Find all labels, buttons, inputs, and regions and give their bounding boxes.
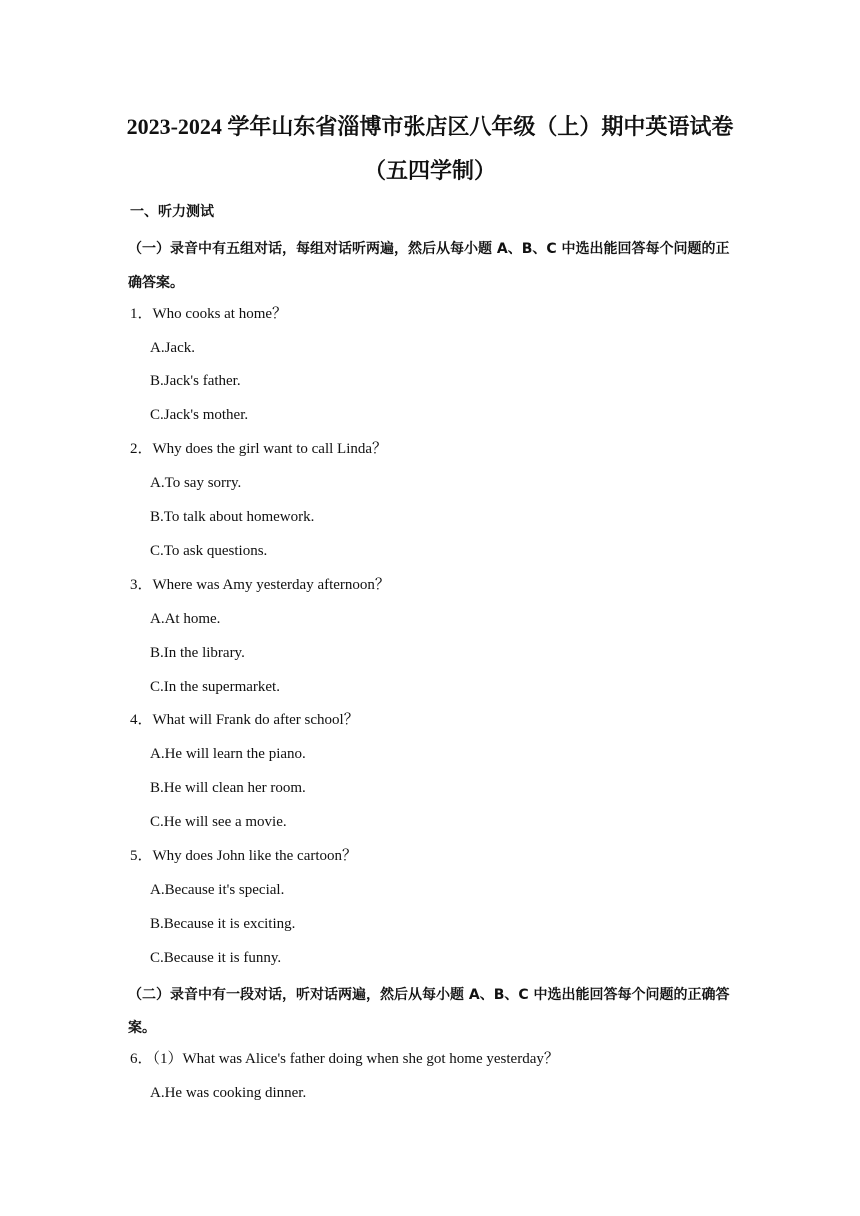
- exam-subtitle: （五四学制）: [363, 158, 496, 183]
- question-stem: 4．What will Frank do after school？: [130, 712, 359, 729]
- part1-instruction: （一）录音中有五组对话，每组对话听两遍，然后从每小题 A、B、C 中选出能回答每个问题的正确答案。: [128, 240, 730, 291]
- question-block: [130, 572, 740, 708]
- answer-option: B.To talk about homework.: [150, 509, 315, 526]
- exam-title: 2023-2024 学年山东省淄博市张店区八年级（上）期中英语试卷: [126, 114, 734, 139]
- answer-option: A.Jack.: [150, 339, 195, 356]
- question-stem: 1．Who cooks at home？: [130, 305, 288, 322]
- answer-option: B.He will clean her room.: [150, 780, 306, 797]
- exam-content: [130, 199, 740, 1114]
- question-block: [130, 436, 740, 572]
- answer-option: A.Because it's special.: [150, 881, 285, 898]
- answer-option: C.He will see a movie.: [150, 814, 287, 831]
- part2-instruction: （二）录音中有一段对话，听对话两遍，然后从每小题 A、B、C 中选出能回答每个问题的正确答案。: [128, 986, 730, 1037]
- question-stem: 3．Where was Amy yesterday afternoon？: [130, 576, 390, 593]
- answer-option: B.Jack's father.: [150, 373, 241, 390]
- question-block: [130, 1046, 740, 1114]
- question-stem: 5．Why does John like the cartoon？: [130, 847, 358, 864]
- answer-option: C.Because it is funny.: [150, 949, 282, 966]
- answer-option: A.He will learn the piano.: [150, 746, 306, 763]
- question-block: [130, 843, 740, 979]
- answer-option: C.To ask questions.: [150, 542, 268, 559]
- answer-option: A.To say sorry.: [150, 475, 242, 492]
- answer-option: C.Jack's mother.: [150, 407, 249, 424]
- answer-option: A.At home.: [150, 610, 221, 627]
- question-stem: 6．（1）What was Alice's father doing when she got home yesterday？: [130, 1051, 559, 1068]
- question-block: [130, 301, 740, 437]
- section-heading-listening: 一、听力测试: [130, 204, 214, 220]
- answer-option: B.Because it is exciting.: [150, 915, 296, 932]
- question-block: [130, 707, 740, 843]
- answer-option: C.In the supermarket.: [150, 678, 280, 695]
- question-stem: 2．Why does the girl want to call Linda？: [130, 441, 388, 458]
- answer-option: A.He was cooking dinner.: [150, 1085, 307, 1102]
- answer-option: B.In the library.: [150, 644, 245, 661]
